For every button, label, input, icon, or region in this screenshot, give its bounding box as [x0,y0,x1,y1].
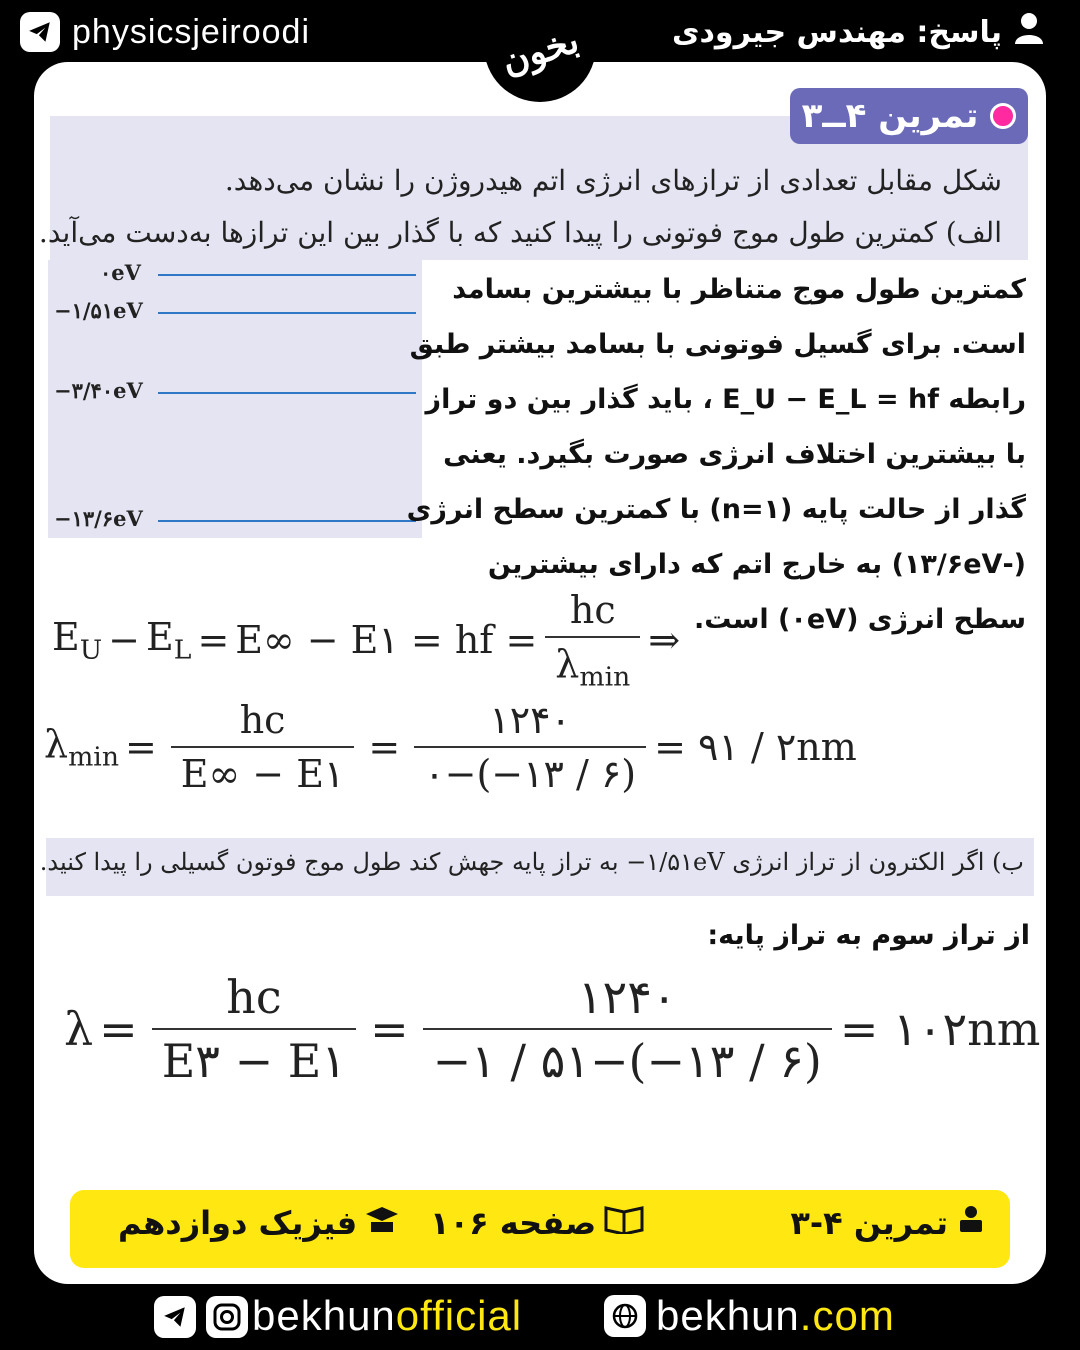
question-intro: شکل مقابل تعدادی از ترازهای انرژی اتم هیدروژن را نشان می‌دهد. [224,164,1002,197]
energy-level-line [158,520,416,522]
website-text: bekhun.com [656,1292,895,1339]
website-link[interactable] [604,1292,895,1340]
formula-transition-energy: $E_U$ − $E_L$ = E∞ − E۱ = hf = $\frac{hc}{\lambda_{min}}$ ⇒ [52,588,681,693]
sub-heading: از تراز سوم به تراز پایه: [707,920,1030,951]
footer-book [118,1204,399,1242]
energy-level-line [158,392,416,394]
explanation-line: با بیشترین اختلاف انرژی صورت بگیرد. یعنی [443,439,1026,470]
fraction-hc-e3-e1: $\frac{hc}{E۳ - E۱}$ [152,970,356,1088]
energy-level-diagram [48,260,422,538]
footer-page [430,1204,644,1242]
question-part-a: الف) کمترین طول موج فوتونی را پیدا کنید که با گذار بین این ترازها به‌دست می‌آید. [38,216,1002,249]
explanation-line: (-۱۳/۶eV) به خارج اتم که دارای بیشترین [487,549,1026,580]
exercise-label-text: تمرین ۴ــ۳ [801,96,979,136]
formula-lambda-third: λ = $\frac{hc}{E۳ - E۱}$ = $\frac{۱۲۴۰}{-۱ / ۵۱-(-۱۳ / ۶)}$ = ۱۰۲nm [64,970,1041,1088]
formula-lambda-min-lhs: $\lambda_{min}$ [44,721,119,773]
energy-level [48,298,422,328]
explanation-line: گذار از حالت پایه (n=۱) با کمترین سطح انرژی [406,494,1026,525]
energy-level-label: −۱۳/۶eV [54,506,143,531]
answer-by-text: پاسخ: مهندس جیرودی [672,14,1002,50]
bullet-dot-icon [990,103,1016,129]
formula-result-third: = ۱۰۲nm [839,1002,1041,1056]
question-part-b-text: ب) اگر الکترون از تراز انرژی ‎−۱/۵۱eV‎ به تراز پایه جهش کند طول موج فوتون گسیلی را پیدا کنید. [39,848,1024,876]
footer-page-text: صفحه ۱۰۶ [430,1204,597,1242]
content-card [34,62,1046,1284]
fraction-numeric: $\frac{۱۲۴۰}{۰-(-۱۳ / ۶)}$ [414,698,646,796]
book-open-icon [604,1204,644,1242]
question-part-b [39,838,1034,896]
telegram-handle[interactable] [20,12,310,52]
footer-exercise-text: تمرین ۴-۳ [790,1204,948,1242]
energy-level-label: −۱/۵۱eV [54,298,143,323]
energy-level [48,260,422,290]
explanation-line: رابطه ‎E_U − E_L = hf‎ ، باید گذار بین دو تراز [425,384,1026,415]
teacher-icon [956,1204,986,1242]
implies-arrow: ⇒ [648,618,681,663]
energy-level [48,378,422,408]
instagram-icon[interactable] [206,1296,248,1338]
handle-text: physicsjeiroodi [72,12,310,51]
explanation-line: است. برای گسیل فوتونی با بسامد بیشتر طبق [409,329,1026,360]
footer-exercise [790,1204,986,1242]
graduation-cap-icon [365,1204,399,1242]
energy-level-label: ۰eV [100,260,141,285]
fraction-numeric-third: $\frac{۱۲۴۰}{-۱ / ۵۱-(-۱۳ / ۶)}$ [423,970,832,1088]
footer-book-text: فیزیک دوازدهم [118,1204,358,1242]
energy-level-label: −۳/۴۰eV [54,378,143,403]
formula-rhs: E∞ − E۱ = hf = [235,618,538,663]
formula-result: = ۹۱ / ۲nm [654,725,857,769]
telegram-icon[interactable] [154,1296,196,1338]
formula-eu: $E_U$ [52,615,103,666]
formula-lambda-lhs: λ [64,1002,94,1056]
explanation-line: کمترین طول موج متناظر با بیشترین بسامد [452,274,1026,305]
energy-level-line [158,312,416,314]
social-icons [154,1296,248,1338]
globe-icon [604,1295,646,1337]
brand-official[interactable]: bekhunofficial [252,1292,523,1339]
info-footer-bar [70,1190,1010,1268]
telegram-icon [20,12,60,52]
energy-level-line [158,274,416,276]
energy-level [48,506,422,536]
bottom-bar [0,1290,1080,1350]
fraction-hc-energy: $\frac{hc}{E\infty - E۱}$ [171,698,355,796]
formula-el: $E_L$ [146,615,192,666]
formula-lambda-min: $\lambda_{min}$ = $\frac{hc}{E\infty - E۱}$ = $\frac{۱۲۴۰}{۰-(-۱۳ / ۶)}$ = ۹۱ / ۲nm [44,698,857,796]
fraction-hc-lambda: $\frac{hc}{\lambda_{min}}$ [545,588,640,693]
explanation-line: سطح انرژی (۰eV) است. [693,604,1026,635]
exercise-label [790,88,1028,144]
logo-text: بخون [496,18,584,84]
answer-by [672,12,1044,52]
user-icon [1014,12,1044,52]
